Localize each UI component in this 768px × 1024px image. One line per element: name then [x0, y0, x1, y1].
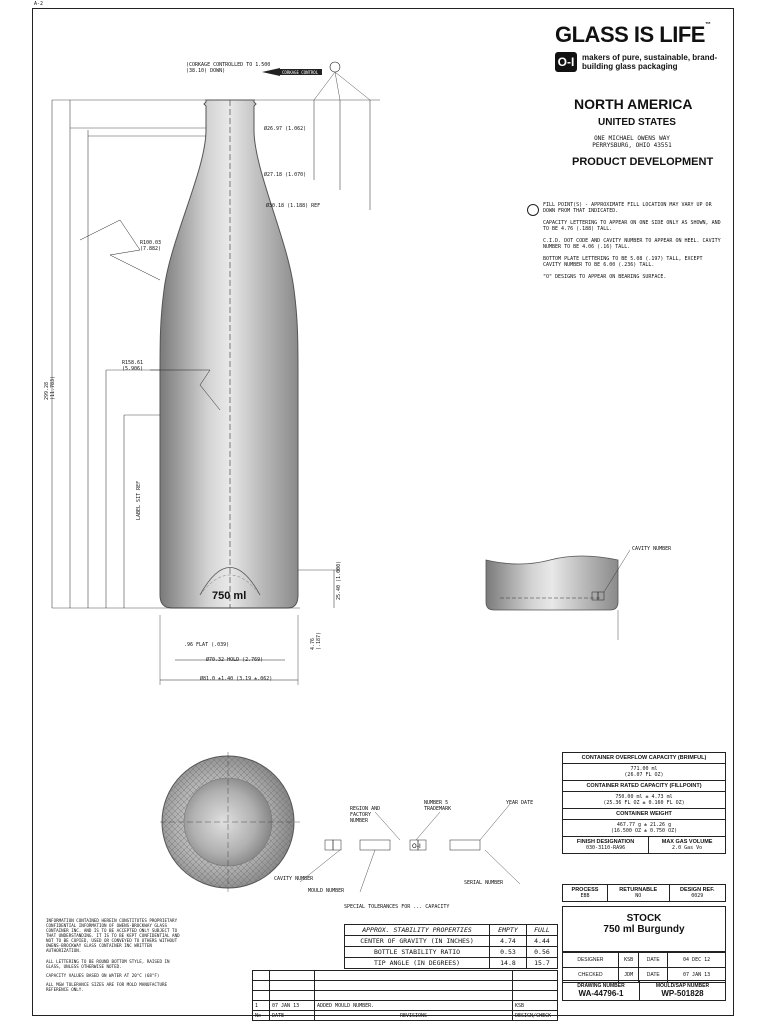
brand-tm: ™ — [704, 22, 711, 28]
dim-flat: .96 FLAT (.039) — [184, 642, 230, 648]
serial-number-label: SERIAL NUMBER — [464, 880, 504, 886]
design-ref-label: DESIGN REF. — [679, 887, 715, 893]
checked-value: JDM — [618, 968, 639, 983]
dim-base: Ø70.32 HOLD (2.769) — [206, 657, 264, 663]
stability-row-empty: 4.74 — [490, 936, 527, 947]
revision-row — [253, 1001, 558, 1011]
corkage-note: (CORKAGE CONTROLLED TO 1.500 (38.10) DOWN) — [186, 62, 271, 74]
gas-value: 2.0 Gas Vo — [672, 845, 703, 851]
gas-cell — [649, 837, 726, 854]
stability-row-empty: 14.8 — [490, 958, 527, 969]
rated-value-1: 750.00 ml ± 4.73 ml — [615, 794, 673, 800]
bottle-side-view — [40, 40, 540, 700]
revision-no: 1 — [253, 1001, 270, 1011]
dim-shoulder: R100.03 (7.882) — [140, 240, 162, 252]
revision-by: KSB — [513, 1001, 558, 1011]
stability-row-label: BOTTLE STABILITY RATIO — [345, 947, 490, 958]
oi-mark-icon: O-I — [412, 843, 421, 850]
dim-height: 299.28 (11.783) — [44, 375, 56, 400]
dim-top-3: Ø30.18 (1.188) REF — [266, 203, 321, 209]
stability-row-label: CENTER OF GRAVITY (IN INCHES) — [345, 936, 490, 947]
stability-row-full: 4.44 — [526, 936, 557, 947]
brand-name — [555, 22, 710, 48]
design-ref-value: 0029 — [691, 893, 704, 899]
weight-value — [563, 820, 726, 837]
returnable-cell — [607, 885, 669, 902]
disclaimer-block — [46, 918, 186, 992]
mould-sap-number: WP-501828 — [661, 989, 704, 998]
disclaimer-line-3: CAPACITY VALUES BASED ON WATER AT 20°C (68°F) — [46, 973, 160, 978]
dim-punt: 4.76 (.187) — [310, 631, 322, 650]
stability-col-empty: EMPTY — [490, 925, 527, 936]
address-line-1: ONE MICHAEL OWENS WAY — [594, 135, 670, 142]
disclaimer-main: INFORMATION CONTAINED HEREIN CONSTITUTES PROPRIETARY CONFIDENTIAL INFORMATION OF OWENS-BROCKWAY GLASS CONTAINER INC. AND IS TO BE ACCEPTED ONLY SUBJECT TO THAT UNDERSTANDING. IT IS TO BE KEPT CONFIDENTIAL AND NOT TO BE COPIED, USED OR CONVEYED TO OTHERS WITHOUT OWENS-BROCKWAY GLASS CONTAINER INC WRITTEN AUTHORIZATION. — [46, 918, 180, 953]
brand-tagline: makers of pure, sustainable, brand-building glass packaging — [582, 53, 718, 71]
drawing-number: WA-44796-1 — [578, 989, 624, 998]
disclaimer-line-2: ALL LETTERING TO BE ROUND BOTTOM STYLE, RAISED IN GLASS, UNLESS OTHERWISE NOTED. — [46, 959, 170, 969]
department-title: PRODUCT DEVELOPMENT — [572, 156, 714, 168]
process-value: EBB — [580, 893, 590, 899]
revision-col-rev: REVISIONS — [315, 1011, 513, 1021]
sheet-code: A-2 — [34, 1, 44, 7]
year-date-label: YEAR DATE — [506, 800, 534, 806]
note-item: FILL POINT(S) - APPROXIMATE FILL LOCATION MAY VARY UP OR DOWN FROM THAT INDICATED. — [543, 202, 712, 214]
stability-row-full: 0.56 — [526, 947, 557, 958]
number-trademark-label: NUMBER 5 TRADEMARK — [424, 800, 452, 812]
process-label: PROCESS — [571, 887, 599, 893]
special-tolerances-label: SPECIAL TOLERANCES FOR ... CAPACITY — [344, 904, 450, 910]
process-table — [562, 884, 726, 902]
dim-label-sit: LABEL SIT REF — [136, 480, 142, 520]
notes-block — [543, 202, 723, 286]
overflow-header: CONTAINER OVERFLOW CAPACITY (BRIMFUL) — [563, 753, 726, 764]
special-tolerances-text: SPECIAL TOLERANCES FOR — [344, 904, 411, 910]
overflow-value — [563, 764, 726, 781]
stability-row-empty: 0.53 — [490, 947, 527, 958]
dim-body-radius: R158.61 (5.906) — [122, 360, 144, 372]
mould-sap-cell — [639, 981, 725, 1001]
revisions-table — [252, 970, 558, 1021]
special-tolerances-item: CAPACITY — [425, 904, 450, 910]
finish-value: 030-3110-RA96 — [586, 845, 626, 851]
date-value-2: 07 JAN 13 — [668, 968, 726, 983]
finish-cell — [563, 837, 649, 854]
designer-label: DESIGNER — [563, 953, 619, 968]
fill-point-symbol-icon — [527, 204, 539, 216]
note-item: "O" DESIGNS TO APPEAR ON BEARING SURFACE. — [543, 274, 667, 280]
gas-label: MAX GAS VOLUME — [661, 839, 713, 845]
revision-col-no: No — [253, 1011, 270, 1021]
revision-col-date: DATE — [270, 1011, 315, 1021]
overflow-value-1: 771.00 ml — [630, 766, 658, 772]
region-title: NORTH AMERICA — [574, 96, 693, 112]
design-ref-cell — [669, 885, 726, 902]
weight-value-1: 467.77 g ± 21.26 g — [616, 822, 672, 828]
stability-row-full: 15.7 — [526, 958, 557, 969]
address — [590, 135, 674, 149]
stability-table — [344, 924, 558, 969]
date-value-1: 04 DEC 12 — [668, 953, 726, 968]
process-cell — [563, 885, 608, 902]
rated-value-2: (25.36 FL OZ ± 0.160 FL OZ) — [603, 800, 685, 806]
title-block — [562, 906, 726, 952]
dim-body-diameter: Ø81.0 ±1.40 (3.19 ±.062) — [200, 676, 273, 682]
note-item: C.I.D. DOT CODE AND CAVITY NUMBER TO APPEAR ON HEEL. CAVITY NUMBER TO BE 4.06 (.16) TALL. — [543, 238, 721, 250]
drawing-number-cell — [563, 981, 640, 1001]
stability-col-full: FULL — [526, 925, 557, 936]
returnable-value: NO — [635, 893, 642, 899]
weight-header: CONTAINER WEIGHT — [563, 809, 726, 820]
sign-table — [562, 952, 726, 983]
revision-col-design: DESIGN/CHECK — [513, 1011, 558, 1021]
drawing-number-label: DRAWING NUMBER — [577, 983, 625, 989]
cavity-number-label: CAVITY NUMBER — [274, 876, 314, 882]
finish-label: FINISH DESIGNATION — [576, 839, 635, 845]
brand-text: GLASS IS LIFE — [555, 22, 705, 47]
title-line-1: STOCK — [626, 913, 662, 924]
note-item: CAPACITY LETTERING TO APPEAR ON ONE SIDE ONLY AS SHOWN, AND TO BE 4.76 (.188) TALL. — [543, 220, 721, 232]
returnable-label: RETURNABLE — [619, 887, 658, 893]
mould-number-label: MOULD NUMBER — [308, 888, 345, 894]
date-label-2: DATE — [639, 968, 668, 983]
dim-top-1: Ø26.97 (1.062) — [264, 126, 307, 132]
corkage-tag: CORKAGE CONTROL — [282, 70, 319, 75]
note-item: BOTTOM PLATE LETTERING TO BE 5.08 (.197) TALL, EXCEPT CAVITY NUMBER TO BE 6.00 (.236) TALL. — [543, 256, 703, 268]
date-label-1: DATE — [639, 953, 668, 968]
designer-value: KSB — [618, 953, 639, 968]
rated-value — [563, 792, 726, 809]
revision-desc: ADDED MOULD NUMBER. — [315, 1001, 513, 1011]
stability-header: APPROX. STABILITY PROPERTIES — [345, 925, 490, 936]
spec-table — [562, 752, 726, 854]
bottle-capacity-marking: 750 ml — [212, 590, 247, 602]
revision-date: 07 JAN 13 — [270, 1001, 315, 1011]
dim-top-2: Ø27.18 (1.070) — [264, 172, 307, 178]
disclaimer-line-4: ALL MGW TOLERANCE SIZES ARE FOR MOLD MANUFACTURE REFERENCE ONLY. — [46, 982, 168, 992]
region-factory-label: REGION AND FACTORY NUMBER — [350, 806, 381, 824]
rated-header: CONTAINER RATED CAPACITY (FILLPOINT) — [563, 781, 726, 792]
dim-heel: 25.40 (1.000) — [336, 560, 342, 600]
overflow-value-2: (26.07 FL OZ) — [624, 772, 664, 778]
weight-value-2: (16.500 OZ ± 0.750 OZ) — [610, 828, 678, 834]
checked-label: CHECKED — [563, 968, 619, 983]
address-line-2: PERRYSBURG, OHIO 43551 — [592, 142, 672, 149]
oi-logo-icon: O-I — [555, 52, 577, 72]
number-table — [562, 980, 726, 1001]
mould-sap-label: MOULD/SAP NUMBER — [655, 983, 710, 989]
country-title: UNITED STATES — [598, 117, 676, 128]
heel-cavity-number: CAVITY NUMBER — [632, 546, 672, 552]
title-line-2: 750 ml Burgundy — [603, 924, 685, 935]
heel-detail-view — [480, 540, 630, 660]
stability-row-label: TIP ANGLE (IN DEGREES) — [345, 958, 490, 969]
